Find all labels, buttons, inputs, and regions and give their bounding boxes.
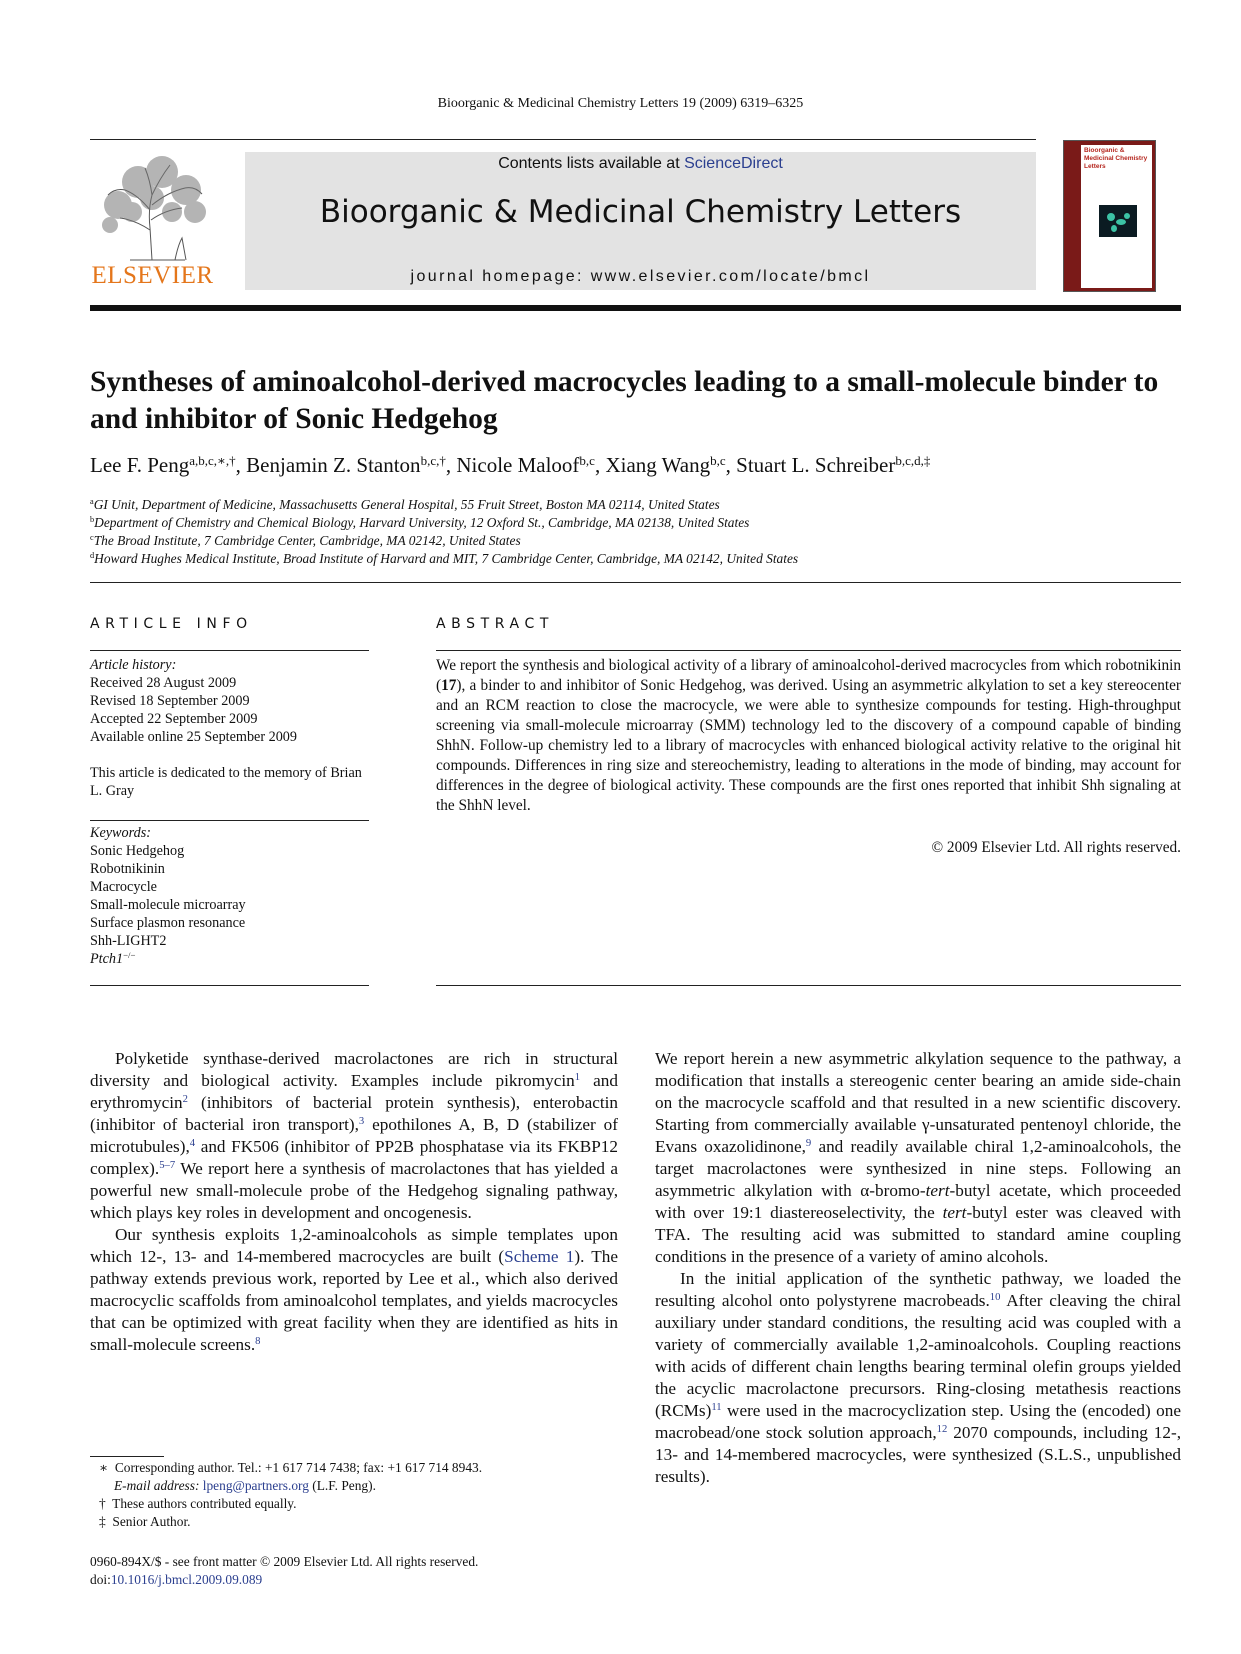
- affiliation-item: [90, 532, 1181, 550]
- author-name: Stuart L. Schreiber: [736, 453, 896, 477]
- body-column-right: [655, 1048, 1181, 1488]
- footnote-mark: ‡: [99, 1514, 106, 1529]
- abstract-body: [436, 656, 1181, 816]
- cover-title: Bioorganic & Medicinal Chemistry Letters: [1084, 147, 1148, 170]
- article-info-heading: ARTICLE INFO: [90, 616, 253, 632]
- footnote-senior: [90, 1513, 630, 1531]
- affiliation-text: GI Unit, Department of Medicine, Massachusetts General Hospital, 55 Fruit Street, Boston MA 02114, United States: [93, 497, 720, 512]
- italic-term: tert: [942, 1203, 967, 1222]
- footnote-text: Senior Author.: [112, 1514, 191, 1529]
- scheme-link[interactable]: Scheme 1: [504, 1247, 575, 1266]
- article-title: Syntheses of aminoalcohol-derived macrocycles leading to a small-molecule binder to and inhibitor of Sonic Hedgehog: [90, 366, 1159, 435]
- doi-label: doi:: [90, 1572, 111, 1587]
- keyword-item: Surface plasmon resonance: [90, 915, 246, 931]
- revised-date: Revised 18 September 2009: [90, 693, 250, 709]
- affiliation-mark: d: [90, 551, 95, 561]
- citation-ref[interactable]: 11: [711, 1402, 722, 1414]
- text-run: After cleaving the chiral auxiliary under standard conditions, the resulting acid was coupled with a variety of commercially available 1,2-aminoalcohols. Coupling reactions with acids of different chain lengths bearing terminal olefin groups yielded the acyclic macrolactone precursors. Ring-closing metathesis reactions (RCMs): [655, 1291, 1182, 1420]
- keyword-item: Robotnikinin: [90, 861, 165, 877]
- contents-prefix: Contents lists available at: [498, 155, 685, 172]
- citation-ref[interactable]: 1: [574, 1072, 581, 1084]
- sciencedirect-link[interactable]: ScienceDirect: [684, 155, 783, 172]
- citation-ref[interactable]: 9: [805, 1138, 812, 1150]
- keywords-rule: [90, 820, 369, 821]
- abstract-text-part: We report the synthesis and biological activity of a library of aminoalcohol-derived macrocycles from which robotnikinin (: [436, 657, 1181, 694]
- text-run: (inhibitors of bacterial protein synthesis), enterobactin (inhibitor of bacterial iron transport),: [90, 1093, 618, 1134]
- email-link[interactable]: lpeng@partners.org: [202, 1478, 309, 1493]
- body-column-left: [90, 1048, 618, 1356]
- text-run: Polyketide synthase-derived macrolactones are rich in structural diversity and biological activity. Examples include pikromycin: [90, 1049, 618, 1090]
- accepted-date: Accepted 22 September 2009: [90, 711, 258, 727]
- citation-ref[interactable]: 3: [358, 1116, 365, 1128]
- text-run: and FK506 (inhibitor of PP2B phosphatase via its FKBP12 complex).: [90, 1137, 618, 1178]
- author-affiliation-marks: b,c,d,‡: [895, 452, 931, 468]
- author-name: Nicole Maloof: [456, 453, 580, 477]
- text-run: were used in the macrocyclization step. Using the (encoded) one macrobead/one stock solution approach,: [655, 1401, 1181, 1442]
- footnote-text: Corresponding author. Tel.: +1 617 714 7438; fax: +1 617 714 8943.: [114, 1460, 483, 1475]
- affiliation-mark: b: [90, 515, 95, 525]
- author-name: Lee F. Peng: [90, 453, 190, 477]
- text-run: 2070 compounds, including 12-, 13- and 14-membered macrocycles, were synthesized (S.L.S., unpublished results).: [655, 1423, 1181, 1486]
- affiliation-item: [90, 496, 1181, 514]
- affiliation-mark: c: [90, 533, 94, 543]
- keyword-ptch1-sup: −/−: [123, 950, 136, 961]
- body-paragraph: [90, 1048, 618, 1224]
- article-info-rule: [90, 650, 369, 651]
- affiliation-text: The Broad Institute, 7 Cambridge Center, Cambridge, MA 02142, United States: [93, 533, 521, 548]
- dedication-note: This article is dedicated to the memory of Brian L. Gray: [90, 765, 362, 799]
- footnote-corresponding: [90, 1459, 630, 1477]
- journal-homepage[interactable]: journal homepage: www.elsevier.com/locate/bmcl: [410, 268, 871, 285]
- header-thick-rule: [90, 305, 1181, 311]
- text-run: We report herein a new asymmetric alkylation sequence to the pathway, a modification that installs a stereogenic center bearing an amide side-chain on the macrocycle scaffold and that resulted in a new scientific discovery. Starting from commercially available γ-unsaturated pentenoyl chloride, the Evans oxazolidinone,: [655, 1049, 1181, 1156]
- affiliation-item: [90, 550, 1181, 568]
- abstract-text-part: ), a binder to and inhibitor of Sonic Hedgehog, was derived. Using an asymmetric alkylation to set a key stereocenter and an RCM reaction to close the macrocycle, we were able to synthesize compounds for testing. High-throughput screening via small-molecule microarray (SMM) technology led to the discovery of a compound capable of binding ShhN. Follow-up chemistry led to a library of macrocycles with enhanced biological activity relative to the original hit compounds. Differences in ring size and stereochemistry, leading to alterations in the mode of binding, may account for differences in the degree of biological activity. These compounds are the first ones reported that inhibit Shh signaling at the ShhN level.: [436, 677, 1181, 814]
- text-run: We report here a synthesis of macrolactones that has yielded a powerful new small-molecule probe of the Hedgehog signaling pathway, which plays key roles in development and oncogenesis.: [90, 1159, 618, 1222]
- citation-ref[interactable]: 8: [255, 1336, 261, 1348]
- abstract-heading: ABSTRACT: [436, 616, 554, 632]
- footnote-rule: [90, 1456, 164, 1457]
- footnote-equal: [90, 1495, 630, 1513]
- citation-ref[interactable]: 12: [936, 1424, 948, 1436]
- text-run: ). The pathway extends previous work, reported by Lee et al., which also derived macrocyclic scaffolds from aminoalcohol templates, and yields macrocycles that can be optimized with great facility when they are identified as hits in small-molecule screens.: [90, 1247, 618, 1354]
- author-list: Lee F. Peng$^{a,b,c,∗,\dagger}$, Benjamin Z. Stanton$^{b,c,\dagger}$, Nicole Maloof$^{b,c}$, Xiang Wang$^{b,c}$, Stuart L. Schreiber$^{b,c,d,\ddagger}$: [90, 452, 931, 477]
- article-history: [90, 656, 369, 746]
- citation-ref[interactable]: 5–7: [159, 1160, 176, 1172]
- affiliation-text: Howard Hughes Medical Institute, Broad Institute of Harvard and MIT, 7 Cambridge Center, Cambridge, MA 02142, United States: [94, 551, 799, 566]
- doi-link[interactable]: 10.1016/j.bmcl.2009.09.089: [110, 1572, 263, 1587]
- received-date: Received 28 August 2009: [90, 675, 237, 691]
- affiliation-mark: a: [90, 497, 94, 507]
- text-run: epothilones A, B, D (stabilizer of microtubules),: [90, 1115, 618, 1156]
- footnote-text: These authors contributed equally.: [112, 1496, 297, 1511]
- text-run: and readily available chiral 1,2-aminoalcohols, the target macrolactones were synthesized in nine steps. Following an asymmetric alkylation with α-bromo-: [655, 1137, 1182, 1200]
- text-run: -butyl acetate, which proceeded with over 19:1 diastereoselectivity, the: [655, 1181, 1181, 1222]
- journal-banner: [245, 152, 1036, 290]
- article-info-bottom-rule: [90, 985, 369, 986]
- footnote-text: (L.F. Peng).: [308, 1478, 376, 1493]
- author-affiliation-marks: b,c: [710, 452, 726, 468]
- body-paragraph: [655, 1048, 1181, 1268]
- keyword-item: Small-molecule microarray: [90, 897, 246, 913]
- footnote-email: [90, 1477, 630, 1495]
- keyword-item: Sonic Hedgehog: [90, 843, 185, 859]
- contents-line: [245, 155, 1036, 173]
- keyword-item: Shh-LIGHT2: [90, 933, 167, 949]
- footnote-mark: †: [99, 1496, 106, 1511]
- footnotes: [90, 1459, 630, 1531]
- elsevier-logo[interactable]: [90, 150, 215, 290]
- keyword-item: Macrocycle: [90, 879, 157, 895]
- text-run: In the initial application of the synthetic pathway, we loaded the resulting alcohol onto polystyrene macrobeads.: [655, 1269, 1181, 1310]
- text-run: -butyl ester was cleaved with TFA. The resulting acid was submitted to standard amine coupling conditions in the presence of a variety of amino alcohols.: [655, 1203, 1181, 1266]
- cover-molecule-image: [1099, 205, 1137, 237]
- header-rule: [90, 139, 1036, 140]
- affiliation-rule: [90, 582, 1181, 583]
- citation-ref[interactable]: 2: [182, 1094, 188, 1106]
- doi-line: [90, 1571, 630, 1589]
- front-matter: [90, 1553, 630, 1589]
- body-paragraph: [90, 1224, 618, 1356]
- italic-term: tert: [925, 1181, 950, 1200]
- online-date: Available online 25 September 2009: [90, 729, 297, 745]
- affiliation-text: Department of Chemistry and Chemical Biology, Harvard University, 12 Oxford St., Cambridge, MA 02138, United States: [94, 515, 750, 530]
- author-affiliation-marks: b,c,†: [420, 452, 446, 468]
- email-label: E-mail address:: [114, 1478, 203, 1493]
- issn-line: 0960-894X/$ - see front matter © 2009 Elsevier Ltd. All rights reserved.: [90, 1554, 479, 1569]
- history-label: Article history:: [90, 657, 177, 673]
- abstract-bottom-rule: [436, 985, 1181, 986]
- author-name: Xiang Wang: [605, 453, 711, 477]
- footnote-mark: ∗: [99, 1460, 109, 1475]
- text-run: Our synthesis exploits 1,2-aminoalcohols as simple templates upon which 12-, 13- and 14-membered macrocycles are built (: [90, 1225, 618, 1266]
- elsevier-tree-icon: [90, 150, 215, 262]
- abstract-rule: [436, 650, 1181, 651]
- affiliation-item: [90, 514, 1181, 532]
- author-name: Benjamin Z. Stanton: [246, 453, 421, 477]
- body-paragraph: [655, 1268, 1181, 1488]
- citation-ref[interactable]: 4: [189, 1138, 196, 1150]
- keywords-list: [90, 824, 369, 968]
- compound-number: 17: [441, 677, 457, 694]
- citation-ref[interactable]: 10: [989, 1292, 1001, 1304]
- elsevier-wordmark: ELSEVIER: [91, 262, 214, 289]
- keywords-label: Keywords:: [90, 825, 151, 841]
- journal-citation: Bioorganic & Medicinal Chemistry Letters 19 (2009) 6319–6325: [437, 96, 804, 111]
- cover-page: [1081, 145, 1152, 288]
- journal-cover-thumbnail[interactable]: [1063, 140, 1156, 292]
- keyword-item: [90, 950, 369, 968]
- author-affiliation-marks: a,b,c,∗,†: [189, 452, 236, 468]
- text-run: and erythromycin: [90, 1071, 618, 1112]
- keyword-ptch1: Ptch1: [90, 951, 124, 967]
- author-affiliation-marks: b,c: [579, 452, 595, 468]
- abstract-copyright: © 2009 Elsevier Ltd. All rights reserved.: [931, 839, 1181, 856]
- affiliation-list: [90, 496, 1181, 568]
- journal-title: Bioorganic & Medicinal Chemistry Letters: [319, 194, 962, 230]
